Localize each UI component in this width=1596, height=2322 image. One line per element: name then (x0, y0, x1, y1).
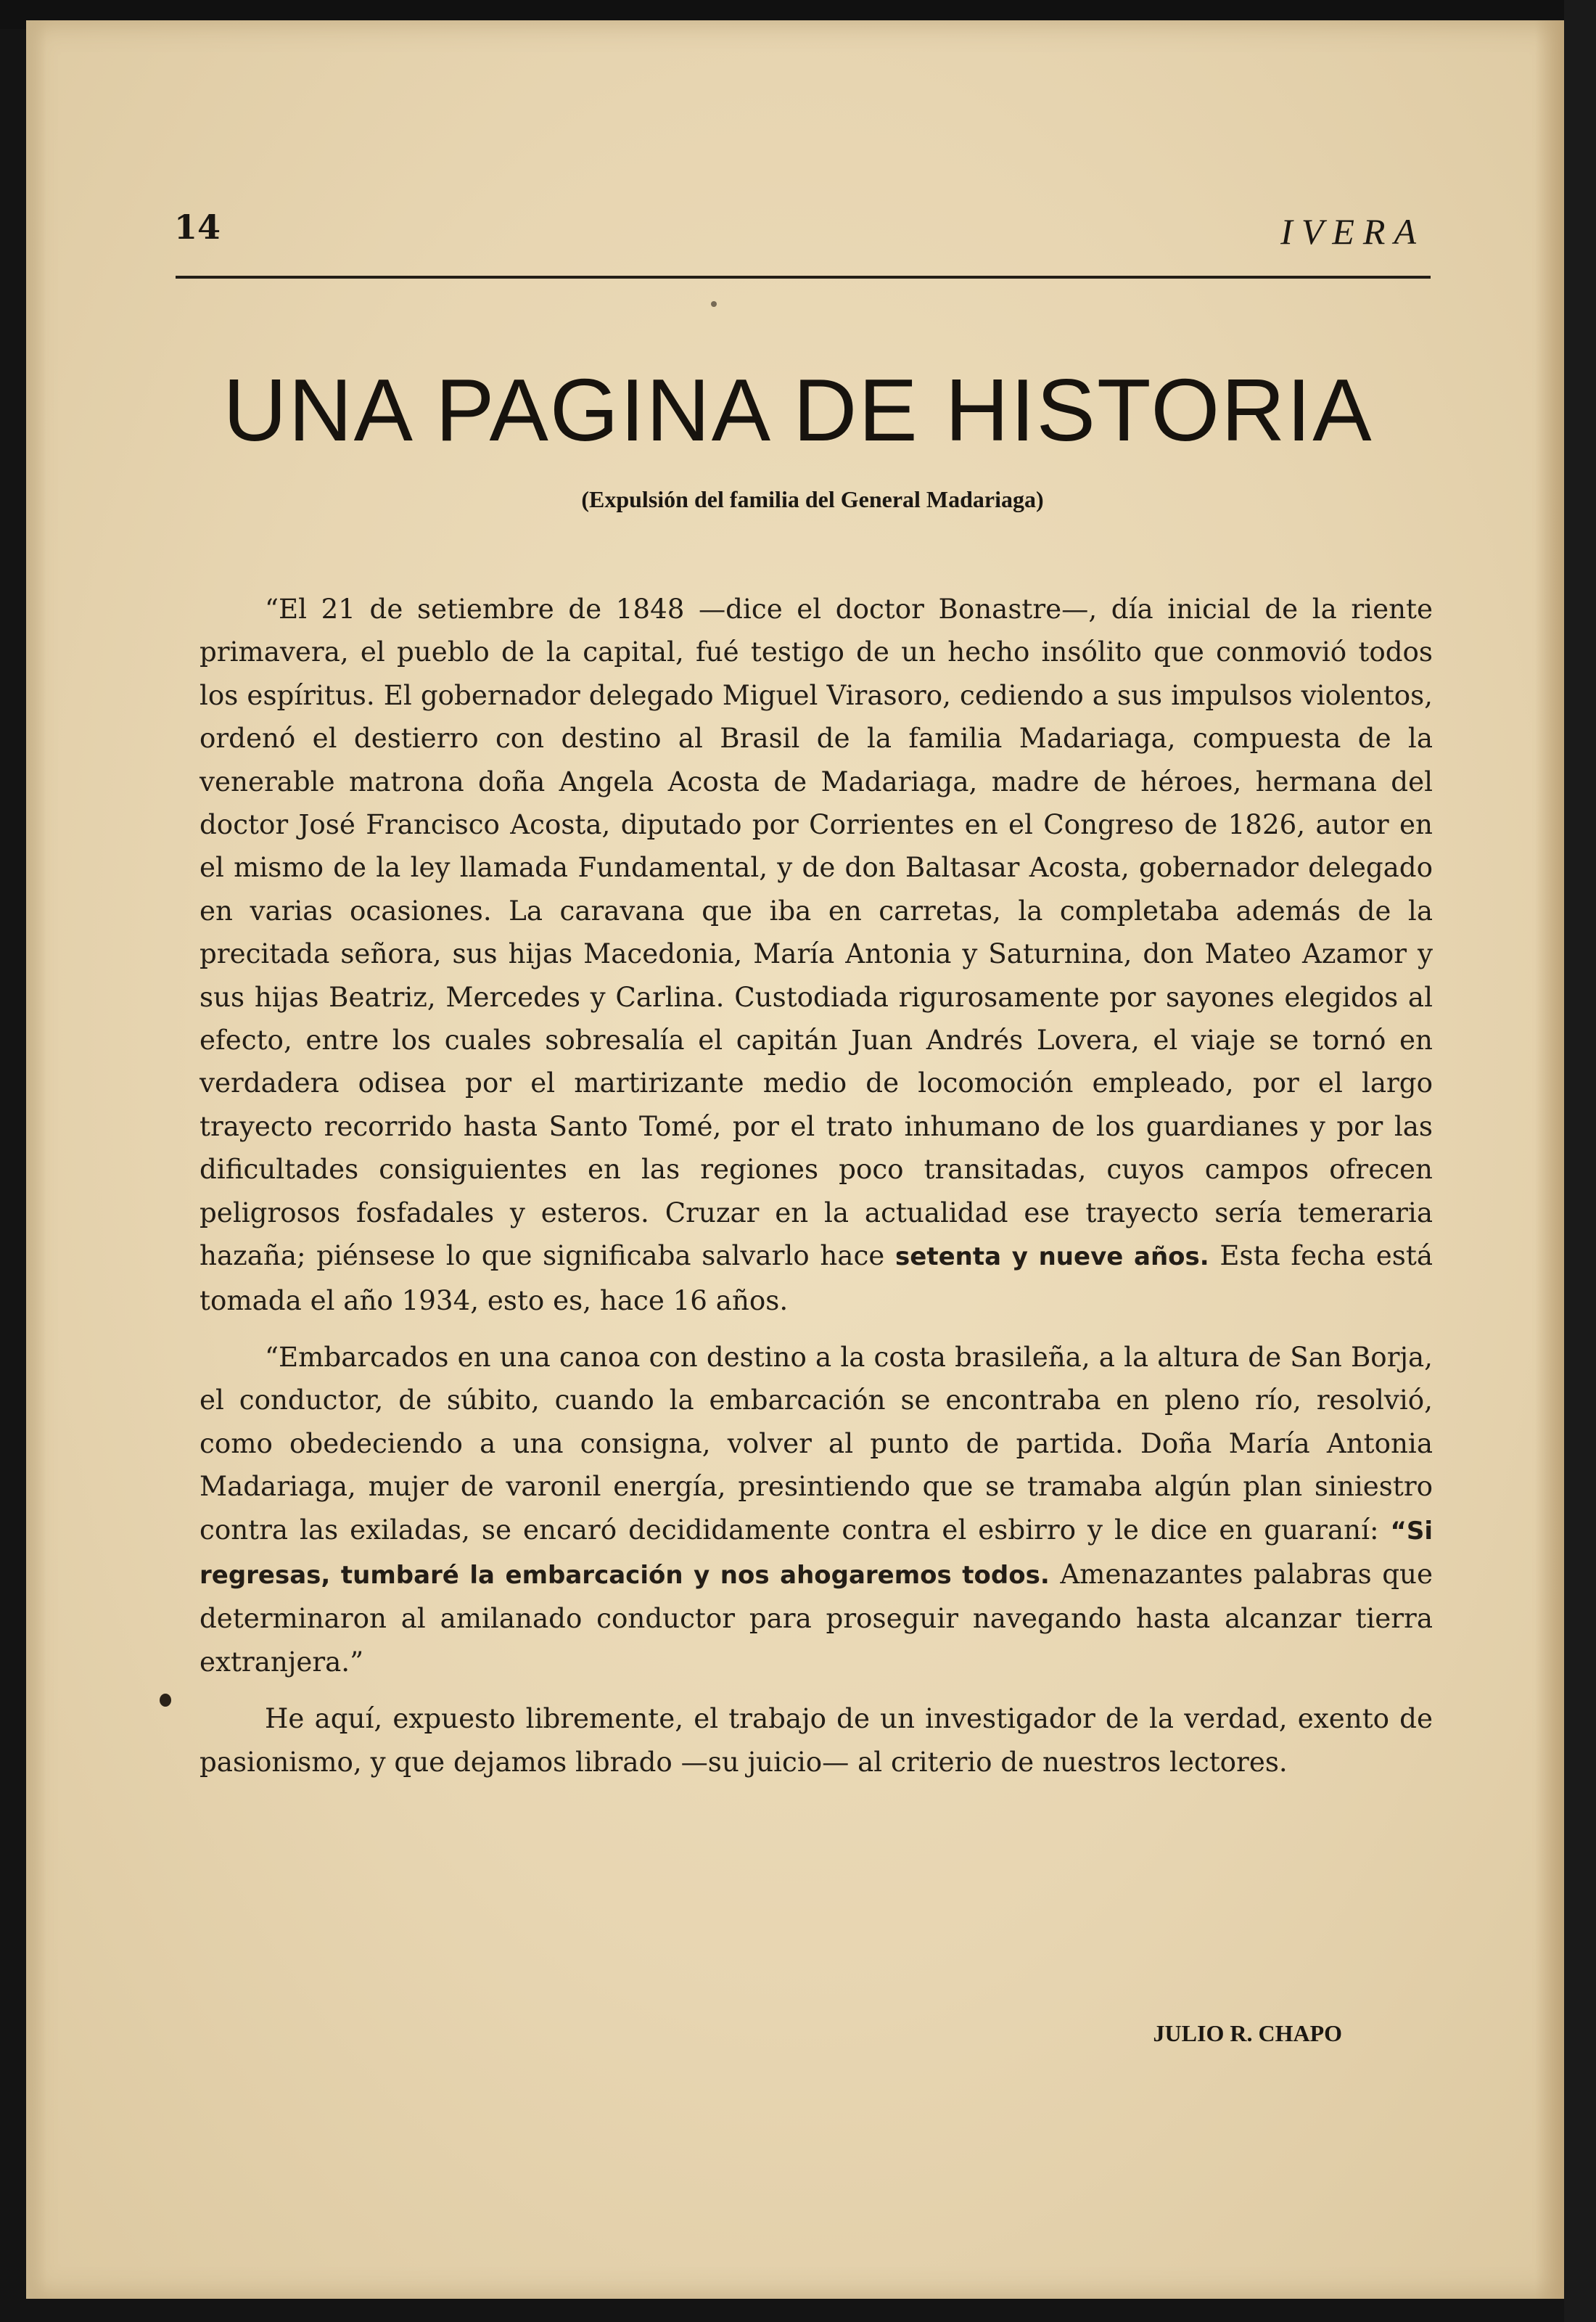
ink-speck (711, 301, 717, 307)
paragraph-2-end: Amenazantes palabras que determinaron al amilanado conductor para proseguir navegando hasta alcanzar tierra extranjera.” (200, 1557, 1433, 1678)
paragraph-1-emphasis: setenta y nueve años. (895, 1242, 1209, 1272)
ink-speck (160, 1694, 171, 1707)
header-rule (176, 276, 1431, 279)
guarani-quote: “Si regresas, tumbaré la embarcación y nos ahogaremos todos. (200, 1516, 1433, 1590)
page-edge-right (1535, 20, 1564, 2299)
paragraph-3: He aquí, expuesto libremente, el trabajo de un investigador de la verdad, exento de pasionismo, y que dejamos librado —su juicio— al criterio de nuestros lectores. (200, 1702, 1433, 1778)
article-title: UNA PAGINA DE HISTORIA (223, 361, 1373, 459)
paragraph-1 (200, 588, 1433, 1322)
paragraph-2-text: “Embarcados en una canoa con destino a la costa brasileña, a la altura de San Borja, el conductor, de súbito, cuando la embarcación se encontraba en pleno río, resolvió, como obedeciendo a una consigna, volver al punto de partida. Doña María Antonia Madariaga, mujer de varonil energía, presintiendo que se tramaba algún plan siniestro contra las exiladas, se encaró decididamente contra el esbirro y le dice en guaraní: (200, 1340, 1433, 1546)
paragraph-2 (200, 1336, 1433, 1683)
article-subtitle: (Expulsión del familia del General Madariaga) (581, 486, 1044, 512)
article-body (200, 588, 1433, 1784)
page-edge-left (26, 20, 46, 2299)
magazine-title: IVERA (1280, 211, 1425, 252)
paragraph-1-end: Esta fecha está tomada el año 1934, esto es, hace 16 años. (200, 1239, 1433, 1316)
book-spine-shadow (1564, 0, 1596, 2322)
page-number: 14 (174, 208, 221, 247)
paragraph-1-text: “El 21 de setiembre de 1848 —dice el doctor Bonastre—, día inicial de la riente primavera, el pueblo de la capital, fué testigo de un hecho insólito que conmovió todos los espíritus. El gobernador delegado Miguel Virasoro, cediendo a sus impulsos violentos, ordenó el destierro con destino al Brasil de la familia Madariaga, compuesta de la venerable matrona doña Angela Acosta de Madariaga, madre de héroes, hermana del doctor José Francisco Acosta, diputado por Corrientes en el Congreso de 1826, autor en el mismo de la ley llamada Fundamental, y de don Baltasar Acosta, gobernador delegado en varias ocasiones. La caravana que iba en carretas, la completaba además de la precitada señora, sus hijas Macedonia, María Antonia y Saturnina, don Mateo Azamor y sus hijas Beatriz, Mercedes y Carlina. Custodiada rigurosamente por sayones elegidos al efecto, entre los cuales sobresalía el capitán Juan Andrés Lovera, el viaje se tornó en verdadera odisea por el martirizante medio de locomoción empleado, por el largo trayecto recorrido hasta Santo Tomé, por el trato inhumano de los guardianes y por las dificultades consiguientes en las regiones poco transitadas, cuyos campos ofrecen peligrosos fosfadales y esteros. Cruzar en la actualidad ese trayecto sería temeraria hazaña; piénsese lo que significaba salvarlo hace (200, 593, 1433, 1272)
page-header (174, 208, 1429, 273)
author-signature: JULIO R. CHAPO (1153, 2020, 1342, 2046)
